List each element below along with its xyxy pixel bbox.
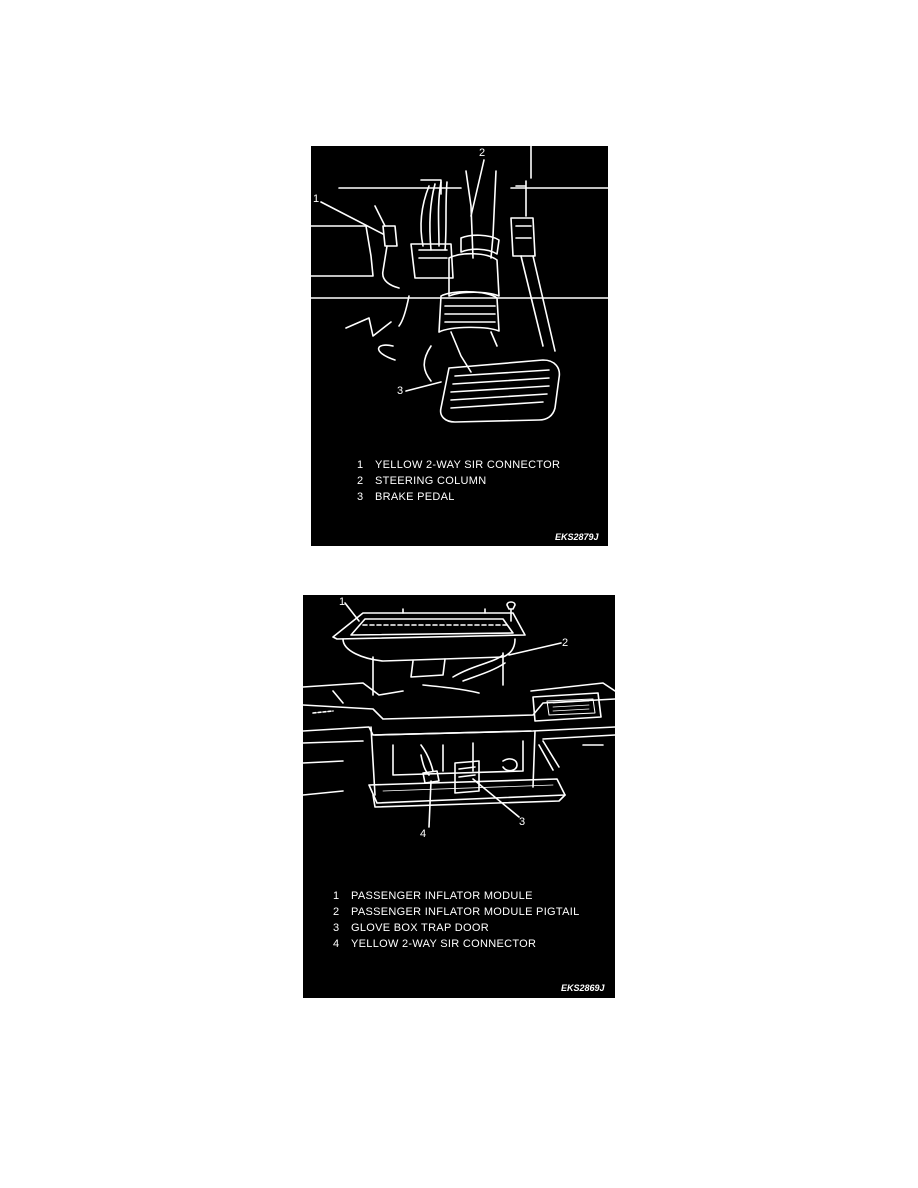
callout-4: 4 [420, 828, 427, 840]
legend-item [333, 904, 580, 920]
callout-3: 3 [519, 816, 526, 828]
legend-number: 2 [357, 475, 364, 487]
figure-legend [357, 457, 560, 505]
legend-label: PASSENGER INFLATOR MODULE [351, 890, 533, 902]
legend-label: PASSENGER INFLATOR MODULE PIGTAIL [351, 906, 580, 918]
legend-label: STEERING COLUMN [375, 475, 487, 487]
legend-item [333, 888, 580, 904]
figure-steering-column [311, 146, 608, 546]
legend-label: GLOVE BOX TRAP DOOR [351, 922, 489, 934]
figure-code: EKS2869J [561, 983, 605, 993]
callout-1: 1 [313, 193, 320, 205]
callout-1: 1 [339, 596, 346, 608]
figure-passenger-inflator [303, 595, 615, 998]
callout-3: 3 [397, 385, 404, 397]
callout-2: 2 [562, 637, 569, 649]
legend-number: 3 [333, 922, 340, 934]
legend-number: 1 [357, 459, 364, 471]
legend-label: YELLOW 2-WAY SIR CONNECTOR [351, 938, 537, 950]
legend-item [333, 936, 580, 952]
callout-2: 2 [479, 147, 486, 159]
legend-label: YELLOW 2-WAY SIR CONNECTOR [375, 459, 561, 471]
legend-item [357, 457, 560, 473]
legend-item [333, 920, 580, 936]
legend-item [357, 489, 560, 505]
legend-label: BRAKE PEDAL [375, 491, 455, 503]
legend-number: 3 [357, 491, 364, 503]
legend-item [357, 473, 560, 489]
legend-number: 1 [333, 890, 340, 902]
legend-number: 2 [333, 906, 340, 918]
figure-legend [333, 888, 580, 952]
figure-code: EKS2879J [555, 532, 599, 542]
legend-number: 4 [333, 938, 340, 950]
